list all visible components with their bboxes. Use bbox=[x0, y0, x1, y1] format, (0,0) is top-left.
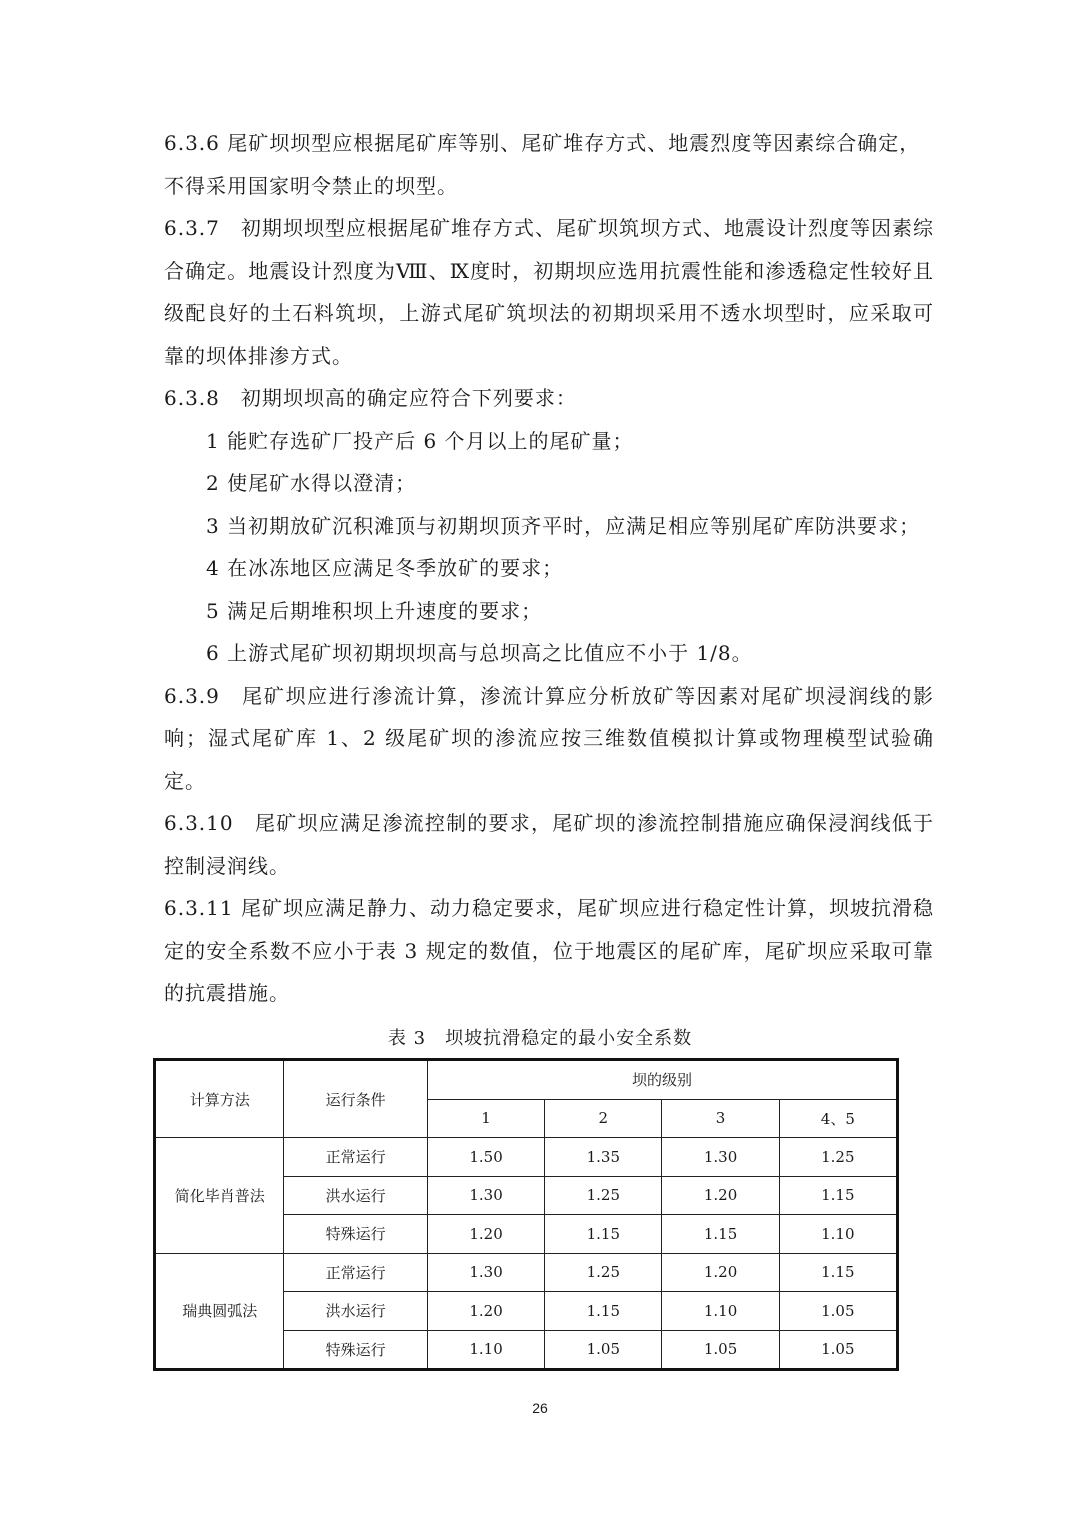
condition-cell: 洪水运行 bbox=[284, 1176, 428, 1215]
value-cell: 1.50 bbox=[427, 1138, 544, 1177]
clause-6-3-6-line2: 不得采用国家明令禁止的坝型。 bbox=[164, 173, 458, 198]
value-cell: 1.30 bbox=[427, 1253, 544, 1292]
header-level: 2 bbox=[545, 1099, 662, 1138]
table-row bbox=[155, 1253, 898, 1292]
header-condition: 运行条件 bbox=[284, 1060, 428, 1138]
value-cell: 1.20 bbox=[427, 1215, 544, 1254]
table-caption: 表 3 坝坡抗滑稳定的最小安全系数 bbox=[387, 1028, 693, 1049]
value-cell: 1.05 bbox=[545, 1330, 662, 1370]
value-cell: 1.30 bbox=[662, 1138, 779, 1177]
clause-6-3-8: 6.3.8 初期坝坝高的确定应符合下列要求： bbox=[164, 386, 577, 410]
value-cell: 1.05 bbox=[662, 1330, 779, 1370]
clause-6-3-9: 6.3.9 尾矿坝应进行渗流计算，渗流计算应分析放矿等因素对尾矿坝浸润线的影响；湿式尾矿库 1、2 级尾矿坝的渗流应按三维数值模拟计算或物理模型试验确定。 bbox=[164, 683, 934, 793]
condition-cell: 正常运行 bbox=[284, 1253, 428, 1292]
value-cell: 1.20 bbox=[427, 1292, 544, 1331]
value-cell: 1.05 bbox=[779, 1292, 897, 1331]
safety-factor-table bbox=[153, 1058, 899, 1371]
header-level-group: 坝的级别 bbox=[427, 1060, 897, 1100]
value-cell: 1.25 bbox=[545, 1176, 662, 1215]
method-cell: 简化毕肖普法 bbox=[155, 1138, 284, 1254]
page-number: 26 bbox=[532, 1400, 548, 1416]
value-cell: 1.15 bbox=[545, 1215, 662, 1254]
value-cell: 1.15 bbox=[779, 1253, 897, 1292]
header-level: 3 bbox=[662, 1099, 779, 1138]
clause-6-3-11: 6.3.11 尾矿坝应满足静力、动力稳定要求，尾矿坝应进行稳定性计算，坝坡抗滑稳定的安全系数不应小于表 3 规定的数值，位于地震区的尾矿库，尾矿坝应采取可靠的抗震措施。 bbox=[164, 896, 934, 1005]
condition-cell: 特殊运行 bbox=[284, 1215, 428, 1254]
table-header-row bbox=[155, 1060, 898, 1100]
list-item: 6 上游式尾矿坝初期坝坝高与总坝高之比值应不小于 1/8。 bbox=[206, 641, 753, 665]
method-cell: 瑞典圆弧法 bbox=[155, 1253, 284, 1370]
value-cell: 1.25 bbox=[779, 1138, 897, 1177]
clause-6-3-10: 6.3.10 尾矿坝应满足渗流控制的要求，尾矿坝的渗流控制措施应确保浸润线低于控制浸润线。 bbox=[164, 811, 934, 878]
clause-6-3-6-line1: 6.3.6 尾矿坝坝型应根据尾矿库等别、尾矿堆存方式、地震烈度等因素综合确定， bbox=[164, 131, 921, 155]
list-item: 4 在冰冻地区应满足冬季放矿的要求； bbox=[206, 556, 564, 580]
list-item: 2 使尾矿水得以澄清； bbox=[206, 471, 417, 495]
value-cell: 1.35 bbox=[545, 1138, 662, 1177]
document-body bbox=[164, 122, 934, 1015]
value-cell: 1.25 bbox=[545, 1253, 662, 1292]
header-level: 1 bbox=[427, 1099, 544, 1138]
value-cell: 1.15 bbox=[545, 1292, 662, 1331]
value-cell: 1.20 bbox=[662, 1176, 779, 1215]
value-cell: 1.20 bbox=[662, 1253, 779, 1292]
value-cell: 1.10 bbox=[427, 1330, 544, 1370]
condition-cell: 洪水运行 bbox=[284, 1292, 428, 1331]
condition-cell: 特殊运行 bbox=[284, 1330, 428, 1370]
table-row bbox=[155, 1138, 898, 1177]
list-item: 3 当初期放矿沉积滩顶与初期坝顶齐平时，应满足相应等别尾矿库防洪要求； bbox=[206, 513, 921, 538]
value-cell: 1.15 bbox=[662, 1215, 779, 1254]
value-cell: 1.10 bbox=[662, 1292, 779, 1331]
value-cell: 1.15 bbox=[779, 1176, 897, 1215]
condition-cell: 正常运行 bbox=[284, 1138, 428, 1177]
value-cell: 1.05 bbox=[779, 1330, 897, 1370]
list-item: 1 能贮存选矿厂投产后 6 个月以上的尾矿量； bbox=[206, 428, 634, 453]
header-method: 计算方法 bbox=[155, 1060, 284, 1138]
header-level: 4、5 bbox=[779, 1099, 897, 1138]
clause-6-3-7: 6.3.7 初期坝坝型应根据尾矿堆存方式、尾矿坝筑坝方式、地震设计烈度等因素综合确定。地震设计烈度为Ⅷ、Ⅸ度时，初期坝应选用抗震性能和渗透稳定性较好且级配良好的土石料筑坝，上游式尾矿筑坝法的初期坝采用不透水坝型时，应采取可靠的坝体排渗方式。 bbox=[164, 216, 934, 368]
value-cell: 1.10 bbox=[779, 1215, 897, 1254]
list-item: 5 满足后期堆积坝上升速度的要求； bbox=[206, 598, 543, 623]
value-cell: 1.30 bbox=[427, 1176, 544, 1215]
